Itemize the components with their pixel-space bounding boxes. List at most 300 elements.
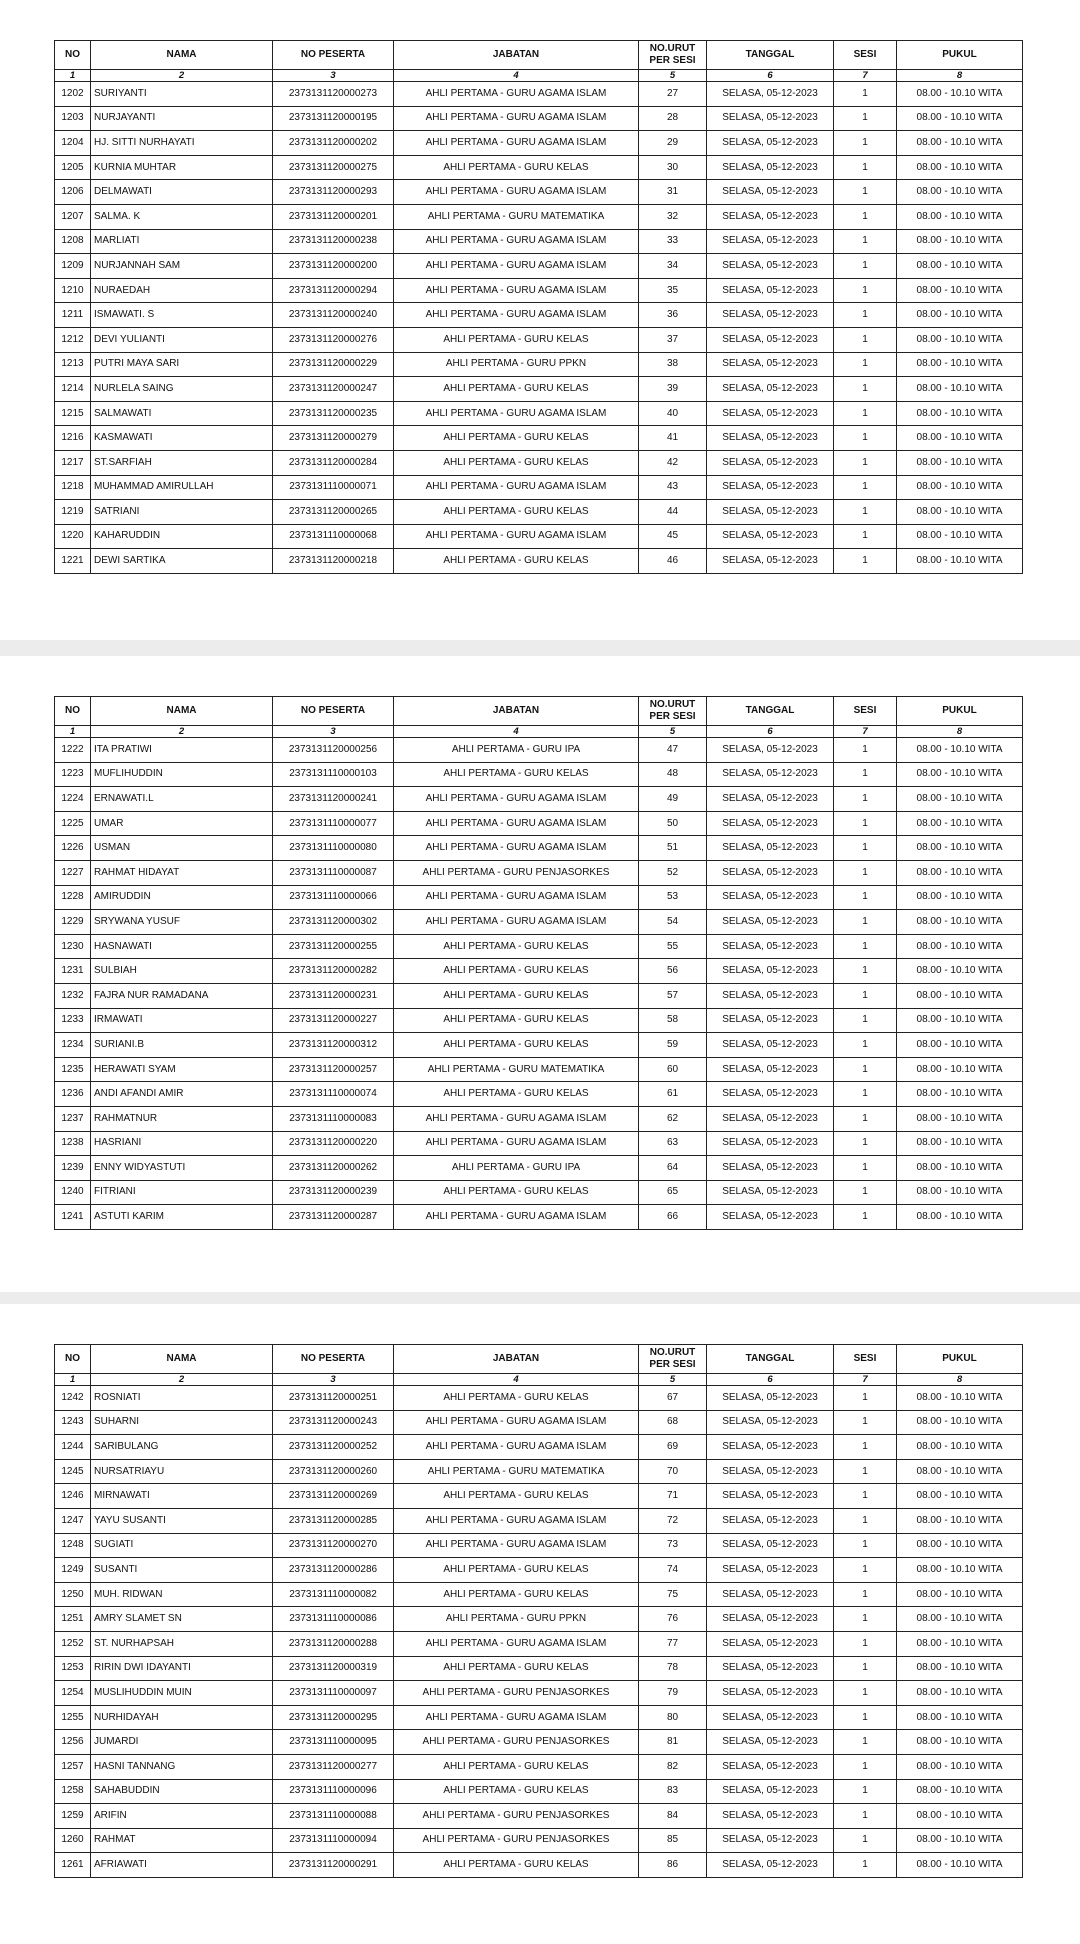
cell-pukul: 08.00 - 10.10 WITA (897, 377, 1023, 402)
cell-no-urut: 84 (639, 1804, 707, 1829)
cell-no-urut: 83 (639, 1779, 707, 1804)
cell-no-peserta: 2373131120000312 (273, 1033, 394, 1058)
column-number: 1 (55, 726, 91, 738)
cell-no-peserta: 2373131120000302 (273, 910, 394, 935)
cell-no: 1255 (55, 1705, 91, 1730)
cell-tanggal: SELASA, 05-12-2023 (707, 82, 834, 107)
cell-pukul: 08.00 - 10.10 WITA (897, 106, 1023, 131)
cell-tanggal: SELASA, 05-12-2023 (707, 1106, 834, 1131)
cell-nama: ENNY WIDYASTUTI (91, 1156, 273, 1181)
document-page-1 (0, 0, 1080, 640)
table-row (55, 1156, 1023, 1181)
cell-nama: SAHABUDDIN (91, 1779, 273, 1804)
cell-no-peserta: 2373131110000074 (273, 1082, 394, 1107)
cell-no-peserta: 2373131120000291 (273, 1853, 394, 1878)
column-number: 7 (834, 1374, 897, 1386)
cell-no-peserta: 2373131120000265 (273, 500, 394, 525)
cell-pukul: 08.00 - 10.10 WITA (897, 1804, 1023, 1829)
cell-jabatan: AHLI PERTAMA - GURU KELAS (394, 1008, 639, 1033)
cell-pukul: 08.00 - 10.10 WITA (897, 1131, 1023, 1156)
cell-nama: AMIRUDDIN (91, 885, 273, 910)
cell-tanggal: SELASA, 05-12-2023 (707, 1205, 834, 1230)
cell-no-urut: 30 (639, 155, 707, 180)
cell-tanggal: SELASA, 05-12-2023 (707, 1607, 834, 1632)
cell-nama: IRMAWATI (91, 1008, 273, 1033)
cell-pukul: 08.00 - 10.10 WITA (897, 811, 1023, 836)
cell-no: 1233 (55, 1008, 91, 1033)
column-number: 7 (834, 726, 897, 738)
cell-pukul: 08.00 - 10.10 WITA (897, 1681, 1023, 1706)
cell-tanggal: SELASA, 05-12-2023 (707, 1459, 834, 1484)
cell-no-peserta: 2373131120000231 (273, 983, 394, 1008)
cell-tanggal: SELASA, 05-12-2023 (707, 1386, 834, 1411)
cell-no-urut: 64 (639, 1156, 707, 1181)
cell-tanggal: SELASA, 05-12-2023 (707, 229, 834, 254)
cell-nama: KURNIA MUHTAR (91, 155, 273, 180)
cell-nama: DELMAWATI (91, 180, 273, 205)
cell-no: 1257 (55, 1754, 91, 1779)
cell-no-urut: 67 (639, 1386, 707, 1411)
cell-no-urut: 32 (639, 204, 707, 229)
cell-sesi: 1 (834, 1779, 897, 1804)
header-no-peserta: NO PESERTA (273, 697, 394, 726)
cell-nama: RAHMATNUR (91, 1106, 273, 1131)
table-row (55, 401, 1023, 426)
cell-no-urut: 42 (639, 450, 707, 475)
table-row (55, 1533, 1023, 1558)
table-row (55, 500, 1023, 525)
cell-no: 1220 (55, 524, 91, 549)
cell-sesi: 1 (834, 1705, 897, 1730)
table-row (55, 910, 1023, 935)
cell-pukul: 08.00 - 10.10 WITA (897, 1656, 1023, 1681)
cell-no-peserta: 2373131110000068 (273, 524, 394, 549)
cell-jabatan: AHLI PERTAMA - GURU AGAMA ISLAM (394, 229, 639, 254)
cell-jabatan: AHLI PERTAMA - GURU IPA (394, 738, 639, 763)
cell-jabatan: AHLI PERTAMA - GURU AGAMA ISLAM (394, 1435, 639, 1460)
cell-nama: KAHARUDDIN (91, 524, 273, 549)
cell-nama: SUHARNI (91, 1410, 273, 1435)
cell-tanggal: SELASA, 05-12-2023 (707, 934, 834, 959)
cell-tanggal: SELASA, 05-12-2023 (707, 500, 834, 525)
cell-pukul: 08.00 - 10.10 WITA (897, 1106, 1023, 1131)
cell-tanggal: SELASA, 05-12-2023 (707, 450, 834, 475)
header-pukul: PUKUL (897, 41, 1023, 70)
cell-no-urut: 55 (639, 934, 707, 959)
table-row (55, 959, 1023, 984)
cell-nama: RIRIN DWI IDAYANTI (91, 1656, 273, 1681)
cell-no-peserta: 2373131110000077 (273, 811, 394, 836)
header-pukul: PUKUL (897, 697, 1023, 726)
cell-no: 1236 (55, 1082, 91, 1107)
header-no: NO (55, 697, 91, 726)
cell-no: 1208 (55, 229, 91, 254)
cell-jabatan: AHLI PERTAMA - GURU KELAS (394, 1754, 639, 1779)
cell-no-peserta: 2373131120000295 (273, 1705, 394, 1730)
cell-sesi: 1 (834, 450, 897, 475)
table-row (55, 377, 1023, 402)
cell-sesi: 1 (834, 1082, 897, 1107)
header-nama: NAMA (91, 1345, 273, 1374)
cell-no-urut: 62 (639, 1106, 707, 1131)
cell-tanggal: SELASA, 05-12-2023 (707, 475, 834, 500)
header-nama: NAMA (91, 41, 273, 70)
cell-no-urut: 86 (639, 1853, 707, 1878)
table-row (55, 1730, 1023, 1755)
table-row (55, 106, 1023, 131)
cell-no-peserta: 2373131120000256 (273, 738, 394, 763)
cell-no: 1246 (55, 1484, 91, 1509)
table-row (55, 860, 1023, 885)
cell-tanggal: SELASA, 05-12-2023 (707, 1057, 834, 1082)
cell-no-peserta: 2373131120000240 (273, 303, 394, 328)
cell-tanggal: SELASA, 05-12-2023 (707, 1484, 834, 1509)
cell-sesi: 1 (834, 1508, 897, 1533)
cell-nama: HERAWATI SYAM (91, 1057, 273, 1082)
header-no-peserta: NO PESERTA (273, 1345, 394, 1374)
cell-sesi: 1 (834, 1106, 897, 1131)
cell-no-peserta: 2373131110000097 (273, 1681, 394, 1706)
table-row (55, 811, 1023, 836)
cell-pukul: 08.00 - 10.10 WITA (897, 82, 1023, 107)
cell-sesi: 1 (834, 836, 897, 861)
cell-sesi: 1 (834, 1057, 897, 1082)
header-tanggal: TANGGAL (707, 1345, 834, 1374)
cell-no-urut: 70 (639, 1459, 707, 1484)
table-row (55, 1205, 1023, 1230)
cell-jabatan: AHLI PERTAMA - GURU AGAMA ISLAM (394, 1508, 639, 1533)
cell-no-urut: 47 (639, 738, 707, 763)
cell-pukul: 08.00 - 10.10 WITA (897, 500, 1023, 525)
header-pukul: PUKUL (897, 1345, 1023, 1374)
cell-jabatan: AHLI PERTAMA - GURU KELAS (394, 549, 639, 574)
cell-nama: HASRIANI (91, 1131, 273, 1156)
cell-tanggal: SELASA, 05-12-2023 (707, 426, 834, 451)
column-number: 8 (897, 70, 1023, 82)
cell-no-urut: 54 (639, 910, 707, 935)
cell-nama: DEVI YULIANTI (91, 327, 273, 352)
cell-pukul: 08.00 - 10.10 WITA (897, 524, 1023, 549)
cell-no-peserta: 2373131110000096 (273, 1779, 394, 1804)
cell-no-urut: 76 (639, 1607, 707, 1632)
cell-pukul: 08.00 - 10.10 WITA (897, 1484, 1023, 1509)
cell-jabatan: AHLI PERTAMA - GURU KELAS (394, 1386, 639, 1411)
column-number: 3 (273, 1374, 394, 1386)
cell-no: 1215 (55, 401, 91, 426)
cell-no-urut: 52 (639, 860, 707, 885)
cell-no-peserta: 2373131120000201 (273, 204, 394, 229)
cell-sesi: 1 (834, 1459, 897, 1484)
cell-pukul: 08.00 - 10.10 WITA (897, 352, 1023, 377)
cell-jabatan: AHLI PERTAMA - GURU KELAS (394, 959, 639, 984)
cell-sesi: 1 (834, 885, 897, 910)
table-header-row (55, 1345, 1023, 1374)
cell-no-peserta: 2373131120000262 (273, 1156, 394, 1181)
header-no-urut: NO.URUT PER SESI (639, 41, 707, 70)
cell-jabatan: AHLI PERTAMA - GURU MATEMATIKA (394, 1057, 639, 1082)
cell-nama: SRYWANA YUSUF (91, 910, 273, 935)
cell-no: 1213 (55, 352, 91, 377)
cell-no-peserta: 2373131120000243 (273, 1410, 394, 1435)
header-jabatan: JABATAN (394, 1345, 639, 1374)
cell-no-urut: 61 (639, 1082, 707, 1107)
cell-tanggal: SELASA, 05-12-2023 (707, 1582, 834, 1607)
cell-jabatan: AHLI PERTAMA - GURU IPA (394, 1156, 639, 1181)
cell-no: 1241 (55, 1205, 91, 1230)
cell-pukul: 08.00 - 10.10 WITA (897, 1459, 1023, 1484)
table-row (55, 1106, 1023, 1131)
cell-no-peserta: 2373131120000286 (273, 1558, 394, 1583)
cell-no: 1231 (55, 959, 91, 984)
cell-sesi: 1 (834, 1484, 897, 1509)
cell-nama: FITRIANI (91, 1180, 273, 1205)
cell-sesi: 1 (834, 524, 897, 549)
cell-pukul: 08.00 - 10.10 WITA (897, 836, 1023, 861)
cell-sesi: 1 (834, 1205, 897, 1230)
cell-jabatan: AHLI PERTAMA - GURU MATEMATIKA (394, 204, 639, 229)
cell-sesi: 1 (834, 1582, 897, 1607)
cell-pukul: 08.00 - 10.10 WITA (897, 303, 1023, 328)
cell-tanggal: SELASA, 05-12-2023 (707, 155, 834, 180)
table-row (55, 1410, 1023, 1435)
table-row (55, 1656, 1023, 1681)
table-row (55, 1386, 1023, 1411)
cell-pukul: 08.00 - 10.10 WITA (897, 254, 1023, 279)
cell-jabatan: AHLI PERTAMA - GURU KELAS (394, 1558, 639, 1583)
header-tanggal: TANGGAL (707, 41, 834, 70)
header-sesi: SESI (834, 697, 897, 726)
cell-nama: ERNAWATI.L (91, 787, 273, 812)
cell-jabatan: AHLI PERTAMA - GURU AGAMA ISLAM (394, 106, 639, 131)
cell-tanggal: SELASA, 05-12-2023 (707, 106, 834, 131)
cell-no-urut: 27 (639, 82, 707, 107)
cell-no-urut: 60 (639, 1057, 707, 1082)
cell-nama: FAJRA NUR RAMADANA (91, 983, 273, 1008)
cell-tanggal: SELASA, 05-12-2023 (707, 959, 834, 984)
cell-sesi: 1 (834, 1008, 897, 1033)
cell-nama: HASNAWATI (91, 934, 273, 959)
column-number: 2 (91, 1374, 273, 1386)
cell-tanggal: SELASA, 05-12-2023 (707, 254, 834, 279)
cell-no-urut: 38 (639, 352, 707, 377)
table-row (55, 82, 1023, 107)
cell-sesi: 1 (834, 787, 897, 812)
participant-table (54, 40, 1023, 574)
cell-no-peserta: 2373131110000083 (273, 1106, 394, 1131)
cell-nama: SUSANTI (91, 1558, 273, 1583)
cell-no-urut: 36 (639, 303, 707, 328)
table-row (55, 524, 1023, 549)
cell-tanggal: SELASA, 05-12-2023 (707, 1730, 834, 1755)
cell-jabatan: AHLI PERTAMA - GURU PENJASORKES (394, 1828, 639, 1853)
cell-no: 1229 (55, 910, 91, 935)
cell-tanggal: SELASA, 05-12-2023 (707, 327, 834, 352)
cell-jabatan: AHLI PERTAMA - GURU KELAS (394, 762, 639, 787)
cell-no-urut: 85 (639, 1828, 707, 1853)
cell-no-peserta: 2373131120000319 (273, 1656, 394, 1681)
cell-no: 1245 (55, 1459, 91, 1484)
cell-sesi: 1 (834, 1656, 897, 1681)
cell-pukul: 08.00 - 10.10 WITA (897, 959, 1023, 984)
cell-no-urut: 45 (639, 524, 707, 549)
table-row (55, 1484, 1023, 1509)
cell-tanggal: SELASA, 05-12-2023 (707, 1533, 834, 1558)
table-header-row (55, 41, 1023, 70)
column-number: 8 (897, 1374, 1023, 1386)
cell-sesi: 1 (834, 1156, 897, 1181)
cell-jabatan: AHLI PERTAMA - GURU AGAMA ISLAM (394, 82, 639, 107)
cell-no-urut: 74 (639, 1558, 707, 1583)
cell-no-peserta: 2373131120000235 (273, 401, 394, 426)
cell-no: 1242 (55, 1386, 91, 1411)
cell-no-peserta: 2373131120000239 (273, 1180, 394, 1205)
table-row (55, 549, 1023, 574)
cell-nama: DEWI SARTIKA (91, 549, 273, 574)
column-number: 5 (639, 726, 707, 738)
header-sesi: SESI (834, 41, 897, 70)
cell-no-urut: 34 (639, 254, 707, 279)
cell-tanggal: SELASA, 05-12-2023 (707, 738, 834, 763)
cell-pukul: 08.00 - 10.10 WITA (897, 475, 1023, 500)
cell-jabatan: AHLI PERTAMA - GURU PENJASORKES (394, 1730, 639, 1755)
cell-sesi: 1 (834, 762, 897, 787)
table-row (55, 836, 1023, 861)
cell-sesi: 1 (834, 1435, 897, 1460)
header-no: NO (55, 41, 91, 70)
cell-jabatan: AHLI PERTAMA - GURU KELAS (394, 426, 639, 451)
table-row (55, 352, 1023, 377)
cell-jabatan: AHLI PERTAMA - GURU AGAMA ISLAM (394, 475, 639, 500)
cell-tanggal: SELASA, 05-12-2023 (707, 1435, 834, 1460)
cell-no-urut: 31 (639, 180, 707, 205)
table-row (55, 1057, 1023, 1082)
cell-tanggal: SELASA, 05-12-2023 (707, 549, 834, 574)
cell-no: 1202 (55, 82, 91, 107)
cell-sesi: 1 (834, 352, 897, 377)
cell-tanggal: SELASA, 05-12-2023 (707, 1779, 834, 1804)
cell-sesi: 1 (834, 155, 897, 180)
cell-nama: ST.SARFIAH (91, 450, 273, 475)
cell-no-peserta: 2373131120000202 (273, 131, 394, 156)
cell-tanggal: SELASA, 05-12-2023 (707, 811, 834, 836)
cell-no-urut: 71 (639, 1484, 707, 1509)
cell-no-urut: 58 (639, 1008, 707, 1033)
cell-tanggal: SELASA, 05-12-2023 (707, 1558, 834, 1583)
cell-pukul: 08.00 - 10.10 WITA (897, 229, 1023, 254)
cell-no: 1261 (55, 1853, 91, 1878)
cell-sesi: 1 (834, 959, 897, 984)
cell-sesi: 1 (834, 1804, 897, 1829)
cell-pukul: 08.00 - 10.10 WITA (897, 1582, 1023, 1607)
cell-no: 1228 (55, 885, 91, 910)
cell-no-peserta: 2373131120000275 (273, 155, 394, 180)
column-number: 1 (55, 70, 91, 82)
column-number: 8 (897, 726, 1023, 738)
table-row (55, 983, 1023, 1008)
cell-no: 1214 (55, 377, 91, 402)
cell-no: 1204 (55, 131, 91, 156)
header-nama: NAMA (91, 697, 273, 726)
cell-tanggal: SELASA, 05-12-2023 (707, 204, 834, 229)
cell-tanggal: SELASA, 05-12-2023 (707, 1705, 834, 1730)
table-row (55, 327, 1023, 352)
cell-jabatan: AHLI PERTAMA - GURU KELAS (394, 934, 639, 959)
cell-no-peserta: 2373131120000200 (273, 254, 394, 279)
cell-pukul: 08.00 - 10.10 WITA (897, 1082, 1023, 1107)
cell-jabatan: AHLI PERTAMA - GURU PPKN (394, 1607, 639, 1632)
table-row (55, 204, 1023, 229)
column-number: 4 (394, 1374, 639, 1386)
cell-no-peserta: 2373131110000103 (273, 762, 394, 787)
cell-pukul: 08.00 - 10.10 WITA (897, 860, 1023, 885)
cell-jabatan: AHLI PERTAMA - GURU AGAMA ISLAM (394, 1705, 639, 1730)
cell-pukul: 08.00 - 10.10 WITA (897, 1205, 1023, 1230)
cell-no-urut: 68 (639, 1410, 707, 1435)
cell-no-urut: 81 (639, 1730, 707, 1755)
cell-jabatan: AHLI PERTAMA - GURU PENJASORKES (394, 1681, 639, 1706)
header-no-peserta: NO PESERTA (273, 41, 394, 70)
cell-pukul: 08.00 - 10.10 WITA (897, 426, 1023, 451)
cell-nama: SALMAWATI (91, 401, 273, 426)
cell-nama: MARLIATI (91, 229, 273, 254)
cell-jabatan: AHLI PERTAMA - GURU KELAS (394, 1033, 639, 1058)
cell-pukul: 08.00 - 10.10 WITA (897, 131, 1023, 156)
cell-no-urut: 37 (639, 327, 707, 352)
cell-pukul: 08.00 - 10.10 WITA (897, 1008, 1023, 1033)
cell-no-urut: 80 (639, 1705, 707, 1730)
cell-pukul: 08.00 - 10.10 WITA (897, 1705, 1023, 1730)
cell-jabatan: AHLI PERTAMA - GURU KELAS (394, 983, 639, 1008)
cell-nama: YAYU SUSANTI (91, 1508, 273, 1533)
cell-no-peserta: 2373131120000277 (273, 1754, 394, 1779)
cell-sesi: 1 (834, 983, 897, 1008)
table-row (55, 787, 1023, 812)
table-row (55, 1853, 1023, 1878)
cell-no-urut: 75 (639, 1582, 707, 1607)
cell-no-urut: 72 (639, 1508, 707, 1533)
cell-no-peserta: 2373131120000273 (273, 82, 394, 107)
column-number: 3 (273, 726, 394, 738)
cell-nama: ISMAWATI. S (91, 303, 273, 328)
cell-pukul: 08.00 - 10.10 WITA (897, 1410, 1023, 1435)
cell-pukul: 08.00 - 10.10 WITA (897, 1033, 1023, 1058)
cell-nama: UMAR (91, 811, 273, 836)
cell-no-peserta: 2373131120000255 (273, 934, 394, 959)
table-row (55, 155, 1023, 180)
cell-pukul: 08.00 - 10.10 WITA (897, 278, 1023, 303)
cell-nama: NURAEDAH (91, 278, 273, 303)
cell-pukul: 08.00 - 10.10 WITA (897, 204, 1023, 229)
cell-nama: NURSATRIAYU (91, 1459, 273, 1484)
table-row (55, 426, 1023, 451)
cell-sesi: 1 (834, 180, 897, 205)
cell-no: 1234 (55, 1033, 91, 1058)
column-number: 2 (91, 70, 273, 82)
cell-no-urut: 57 (639, 983, 707, 1008)
table-row (55, 1779, 1023, 1804)
cell-nama: AFRIAWATI (91, 1853, 273, 1878)
cell-pukul: 08.00 - 10.10 WITA (897, 1754, 1023, 1779)
cell-pukul: 08.00 - 10.10 WITA (897, 1435, 1023, 1460)
document-page-2 (0, 656, 1080, 1292)
cell-no-peserta: 2373131120000282 (273, 959, 394, 984)
cell-tanggal: SELASA, 05-12-2023 (707, 983, 834, 1008)
participant-table (54, 696, 1023, 1230)
cell-no: 1239 (55, 1156, 91, 1181)
cell-sesi: 1 (834, 327, 897, 352)
cell-no-peserta: 2373131120000251 (273, 1386, 394, 1411)
header-jabatan: JABATAN (394, 41, 639, 70)
